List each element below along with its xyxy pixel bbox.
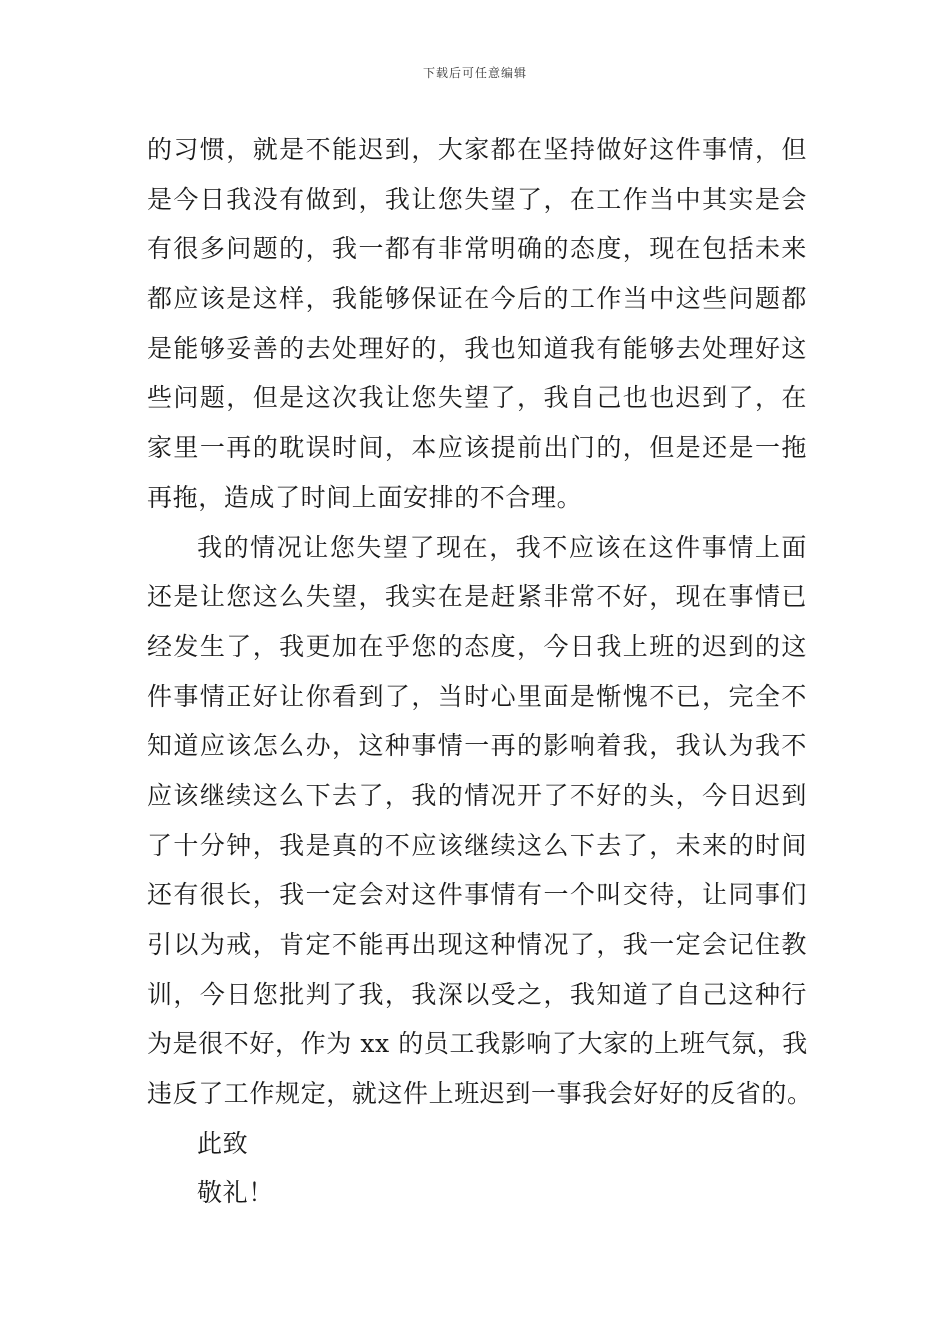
text-line: 我的情况让您失望了现在，我不应该在这件事情上面: [197, 532, 807, 562]
text-line: 都应该是这样，我能够保证在今后的工作当中这些问题都: [147, 284, 807, 314]
text-line: 件事情正好让你看到了，当时心里面是惭愧不已，完全不: [147, 681, 807, 711]
text-line: 违反了工作规定，就这件上班迟到一事我会好好的反省的。: [147, 1079, 813, 1109]
text-line: 还是让您这么失望，我实在是赶紧非常不好，现在事情已: [147, 582, 807, 612]
text-line: 训，今日您批判了我，我深以受之，我知道了自己这种行: [147, 979, 807, 1009]
text-line: 应该继续这么下去了，我的情况开了不好的头，今日迟到: [147, 780, 807, 810]
text-line: 家里一再的耽误时间，本应该提前出门的，但是还是一拖: [147, 433, 807, 463]
text-line: 些问题，但是这次我让您失望了，我自己也也迟到了，在: [147, 383, 807, 413]
text-line: 了十分钟，我是真的不应该继续这么下去了，未来的时间: [147, 830, 807, 860]
header-note: 下载后可任意编辑: [422, 66, 527, 80]
text-line: 是能够妥善的去处理好的，我也知道我有能够去处理好这: [147, 333, 807, 363]
text-line: 的习惯，就是不能迟到，大家都在坚持做好这件事情，但: [147, 135, 807, 164]
text-line: 是今日我没有做到，我让您失望了，在工作当中其实是会: [147, 184, 807, 214]
text-line: 知道应该怎么办，这种事情一再的影响着我，我认为我不: [147, 731, 807, 761]
closing-line: 此致: [197, 1128, 249, 1158]
text-line: 有很多问题的，我一都有非常明确的态度，现在包括未来: [147, 234, 807, 264]
text-line: 还有很长，我一定会对这件事情有一个叫交待，让同事们: [147, 880, 807, 910]
letter-body: [147, 125, 813, 1218]
text-line: 为是很不好，作为 xx 的员工我影响了大家的上班气氛，我: [147, 1029, 808, 1059]
text-line: 经发生了，我更加在乎您的态度，今日我上班的迟到的这: [147, 631, 807, 661]
salutation-line: 敬礼！: [197, 1178, 274, 1208]
text-line: 引以为戒，肯定不能再出现这种情况了，我一定会记住教: [147, 930, 807, 959]
text-line: 再拖，造成了时间上面安排的不合理。: [147, 482, 583, 512]
